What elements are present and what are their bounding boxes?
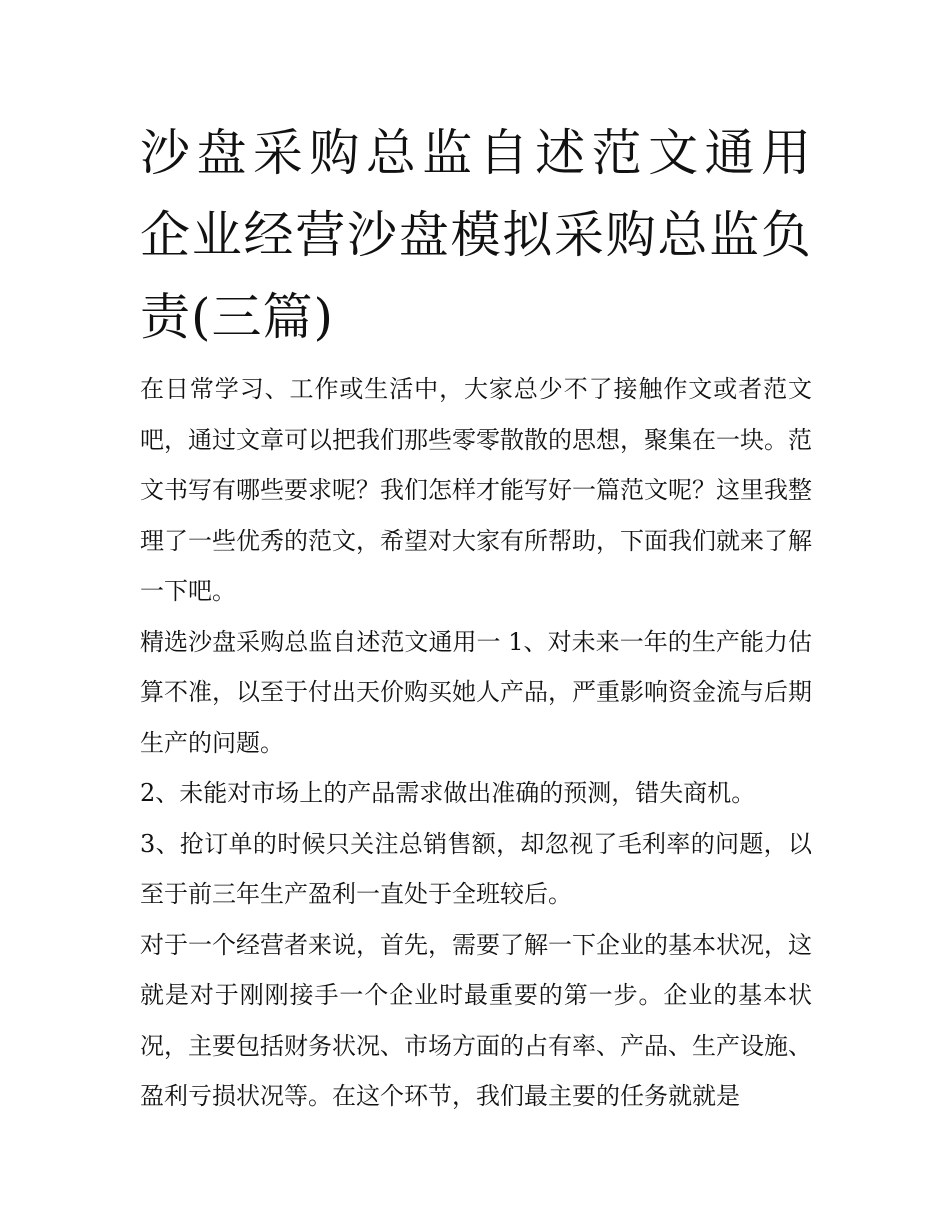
document-title: 沙盘采购总监自述范文通用 企业经营沙盘模拟采购总监负责(三篇) [140,124,812,346]
paragraph-body: 对于一个经营者来说，首先，需要了解一下企业的基本状况，这就是对于刚刚接手一个企业时最重要的第一步。企业的基本状况，主要包括财务状况、市场方面的占有率、产品、生产设施、盈利亏损状况等。在这个环节，我们最主要的任务就就是 [140,930,812,1110]
paragraph-item-2: 2、未能对市场上的产品需求做出准确的预测，错失商机。 [140,779,756,807]
document-page [140,112,812,1122]
paragraph-item-1: 精选沙盘采购总监自述范文通用一 1、对未来一年的生产能力估算不准，以至于付出天价购买她人产品，严重影响资金流与后期生产的问题。 [140,627,812,757]
paragraph-item-3: 3、抢订单的时候只关注总销售额，却忽视了毛利率的问题，以至于前三年生产盈利一直处于全班较后。 [140,829,812,908]
paragraph-intro: 在日常学习、工作或生活中，大家总少不了接触作文或者范文吧，通过文章可以把我们那些零零散散的思想，聚集在一块。范文书写有哪些要求呢？我们怎样才能写好一篇范文呢？这里我整理了一些优秀的范文，希望对大家有所帮助，下面我们就来了解一下吧。 [140,375,812,605]
